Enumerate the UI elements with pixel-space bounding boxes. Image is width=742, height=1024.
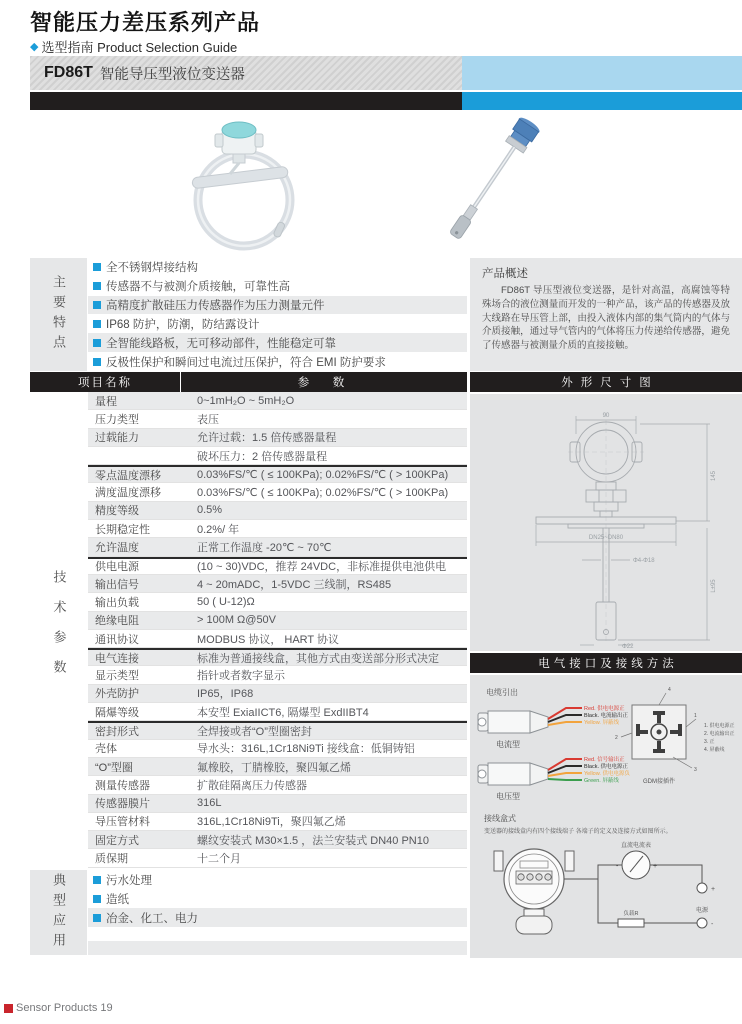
bullet-icon	[93, 301, 101, 309]
spec-name: “O”型圈	[95, 761, 133, 774]
overview-text: FD86T 导压型液位变送器，是针对高温，高腐蚀等特殊场合的液位测量而开发的一种产品，该产品的传感器及放大线路在导压管上部，由投入液体内部的集气筒内的气体与介质接触，通过导气管内的气体将压力传递给传感器，避免了传感器与被测量介质的直接接触。	[482, 285, 730, 352]
page-subtitle	[30, 37, 237, 56]
banner-blue-strip	[462, 92, 742, 110]
spec-row	[88, 795, 467, 813]
gdm-connector-drawing	[615, 687, 735, 785]
current-type-cable-drawing	[478, 704, 629, 749]
feature-item	[88, 277, 467, 296]
spec-name: 质保期	[95, 853, 128, 866]
spec-value: 全焊接或者“O”型圈密封	[197, 726, 312, 738]
spec-name: 过载能力	[95, 432, 139, 445]
electrical-section-bar: 电气接口及接线方法	[470, 653, 742, 673]
feature-text: 全智能线路板，无可移动部件，性能稳定可靠	[106, 337, 336, 350]
wire-label: Yellow. 屏蔽线	[584, 720, 619, 726]
spec-value: 表压	[197, 413, 219, 426]
voltage-type-caption: 电压型	[496, 792, 520, 801]
spec-value: > 100M Ω@50V	[197, 614, 277, 627]
dim-length-label: L±95	[711, 579, 717, 593]
voltage-type-cable-drawing	[478, 755, 630, 801]
spec-name: 压力类型	[95, 413, 139, 426]
spec-name: 绝缘电阻	[95, 615, 139, 628]
gdm-legend-line: 3. 正	[704, 739, 715, 745]
spec-row	[88, 630, 467, 648]
feature-item	[88, 258, 467, 277]
wire-label: Red. 信号输出正	[584, 757, 625, 763]
bullet-icon	[93, 895, 101, 903]
features-list	[88, 258, 467, 371]
feature-item	[88, 314, 467, 333]
spec-row	[88, 575, 467, 593]
spec-header-value: 参 数	[297, 377, 351, 389]
green-wire	[548, 779, 582, 780]
spec-row	[88, 447, 467, 465]
spec-value: (10 ~ 30)VDC，推荐 24VDC，非标准提供电池供电	[197, 561, 447, 574]
gdm-caption: GDM接插件	[643, 779, 675, 785]
power-minus: -	[711, 921, 714, 928]
model-code: FD86T	[44, 64, 93, 81]
bullet-icon	[93, 914, 101, 922]
wiring-diagrams	[470, 675, 742, 958]
spec-value: 扩散硅隔离压力传感器	[197, 779, 307, 792]
application-item	[88, 889, 467, 908]
spec-value: IP65，IP68	[197, 688, 254, 701]
spec-name: 长期稳定性	[95, 523, 150, 536]
spec-row	[88, 776, 467, 794]
dimension-section-bar: 外形尺寸图	[470, 372, 742, 392]
spec-row	[88, 740, 467, 758]
spacer	[88, 927, 467, 941]
feature-item	[88, 296, 467, 315]
bullet-icon	[93, 339, 101, 347]
spec-value: 316L,1Cr18Ni9Ti，聚四氟乙烯	[197, 816, 346, 829]
spec-value: 0.5%	[197, 504, 223, 517]
spec-row	[88, 685, 467, 703]
feature-text: 反极性保护和瞬间过电流过压保护，符合 EMI 防护要求	[106, 356, 386, 369]
cable-exit-label: 电缆引出	[486, 688, 518, 697]
spec-row	[88, 483, 467, 501]
gdm-legend-line: 1. 供电电源正	[704, 723, 735, 729]
ammeter-plus: +	[653, 863, 658, 870]
red-wire	[548, 759, 582, 770]
product-overview	[470, 258, 742, 371]
wire-label: Green. 屏蔽线	[584, 778, 619, 784]
transmitter-head	[215, 122, 263, 174]
spec-value: 本安型 ExiaIICT6, 隔爆型 ExdIIBT4	[197, 706, 369, 719]
dimension-panel	[470, 394, 742, 651]
spec-name: 通讯协议	[95, 633, 139, 646]
pin-number: 4	[668, 687, 671, 693]
spec-row	[88, 392, 467, 410]
spec-value: 正常工作温度 -20℃ ~ 70℃	[197, 542, 332, 555]
spec-table-header	[30, 372, 467, 392]
spec-row	[88, 502, 467, 520]
yellow-wire	[548, 773, 582, 776]
feature-item	[88, 352, 467, 371]
spec-name: 测量传感器	[95, 779, 150, 792]
spec-value: MODBUS 协议， HART 协议	[197, 633, 339, 646]
wire-label: Yellow. 供电电源负	[584, 771, 630, 777]
spec-value: 允许过载：1.5 倍传感器量程	[197, 432, 337, 445]
spec-name: 输出信号	[95, 578, 139, 591]
model-banner	[30, 56, 462, 90]
bullet-icon	[93, 876, 101, 884]
spec-row	[88, 538, 467, 556]
spec-row	[88, 593, 467, 611]
feature-item	[88, 333, 467, 352]
brand-square-icon	[4, 1004, 13, 1013]
feature-text: 传感器不与被测介质接触，可靠性高	[106, 281, 290, 294]
spec-row	[88, 429, 467, 447]
gray-strip	[88, 941, 467, 955]
application-item	[88, 908, 467, 927]
spec-value: 氟橡胶，丁腈橡胶，聚四氟乙烯	[197, 761, 351, 774]
power-label: 电源	[695, 908, 709, 914]
wire-label: Black. 供电电源正	[584, 764, 629, 770]
application-text: 造纸	[106, 893, 129, 906]
spec-value: 50 ( U-12)Ω	[197, 595, 255, 608]
applications-label-text: 典型应用	[51, 872, 66, 953]
spec-name: 隔爆等级	[95, 706, 139, 719]
dim-tube-label: Φ4-Φ18	[633, 558, 655, 564]
subtitle-text: 选型指南 Product Selection Guide	[41, 40, 238, 55]
spec-name: 传感器膜片	[95, 798, 150, 811]
spec-value: 十二个月	[197, 853, 241, 866]
spec-name: 量程	[95, 395, 117, 408]
diamond-icon: ◆	[30, 41, 39, 53]
tech-params-section-label	[30, 392, 88, 868]
application-item	[88, 870, 467, 889]
spec-name: 电气连接	[95, 652, 139, 665]
bullet-icon	[93, 320, 101, 328]
spec-row	[88, 758, 467, 776]
spec-name: 输出负载	[95, 596, 139, 609]
spec-value: 指针或者数字显示	[197, 670, 285, 683]
features-section-label	[30, 258, 87, 371]
dim-flange-label: DN25~DN80	[588, 535, 624, 541]
spec-name: 导压管材料	[95, 816, 150, 829]
wire-label: Red. 供电电源正	[584, 706, 625, 712]
yellow-wire	[548, 722, 582, 725]
spec-row	[88, 831, 467, 849]
application-text: 冶金、化工、电力	[106, 912, 198, 925]
spec-row	[88, 666, 467, 684]
spec-row	[88, 813, 467, 831]
dim-width-label: 90	[602, 413, 610, 419]
gdm-legend-line: 2. 电流输出正	[704, 731, 735, 737]
spec-header-name: 项目名称	[30, 372, 181, 392]
applications-section-label	[30, 870, 87, 955]
overview-title: 产品概述	[482, 268, 528, 280]
tech-params-label-text: 技术参数	[51, 570, 67, 690]
current-type-caption: 电流型	[496, 740, 520, 749]
spec-name: 显示类型	[95, 670, 139, 683]
applications-list	[88, 870, 467, 955]
spec-value: 0.03%FS/℃ ( ≤ 100KPa); 0.02%FS/℃ ( > 100KPa)	[197, 486, 449, 499]
spec-row	[88, 721, 467, 739]
page-title: 智能压力差压系列产品	[30, 10, 261, 35]
pin-number: 3	[694, 767, 697, 773]
spec-table	[88, 392, 467, 868]
spec-row	[88, 703, 467, 721]
spec-name: 固定方式	[95, 834, 139, 847]
feature-text: IP68 防护，防潮，防结露设计	[106, 318, 260, 331]
product-photo-cable-type	[160, 116, 330, 254]
spec-name: 允许温度	[95, 542, 139, 555]
spec-value: 标准为普通接线盒，其他方式由变送部分形式决定	[197, 652, 439, 665]
spec-value: 螺纹安装式 M30×1.5 ，法兰安装式 DN40 PN10	[197, 834, 429, 847]
spec-name: 满度温度漂移	[95, 487, 161, 500]
spec-name: 零点温度漂移	[95, 469, 161, 482]
bullet-icon	[93, 263, 101, 271]
spec-name: 精度等级	[95, 505, 139, 518]
spec-name: 壳体	[95, 743, 117, 756]
power-plus: +	[711, 886, 716, 893]
junction-box-drawing	[484, 813, 715, 934]
feature-text: 全不锈钢焊接结构	[106, 262, 198, 275]
wire-label: Black. 电流输出正	[584, 713, 629, 719]
page-footer	[4, 1002, 113, 1014]
banner-blue-block	[462, 56, 742, 90]
spec-value: 0~1mH₂O ~ 5mH₂O	[197, 394, 295, 407]
application-text: 污水处理	[106, 874, 152, 887]
spec-row	[88, 465, 467, 483]
product-photo-rod-type	[380, 112, 570, 255]
dim-probe-label: Φ22	[622, 644, 634, 650]
spec-value: 4 ~ 20mADC，1-5VDC 三线制，RS485	[197, 578, 392, 591]
feature-text: 高精度扩散硅压力传感器作为压力测量元件	[106, 300, 325, 313]
footer-text: Sensor Products 19	[16, 1002, 113, 1014]
spec-name: 外壳防护	[95, 688, 139, 701]
ammeter-label: 直流电流表	[620, 843, 652, 849]
spec-value: 0.03%FS/℃ ( ≤ 100KPa); 0.02%FS/℃ ( > 100KPa)	[197, 469, 449, 482]
spec-row	[88, 557, 467, 575]
spec-row	[88, 849, 467, 867]
spec-row	[88, 612, 467, 630]
dim-height-label: 145	[711, 470, 717, 482]
spec-value: 破坏压力：2 倍传感器量程	[197, 450, 328, 463]
gdm-legend-line: 4. 屏蔽线	[704, 747, 725, 753]
ammeter-minus: -	[616, 863, 619, 870]
spec-row	[88, 648, 467, 666]
spec-name: 供电电源	[95, 561, 139, 574]
spec-value: 316L	[197, 797, 222, 810]
dimension-drawing	[470, 394, 742, 651]
spec-row	[88, 520, 467, 538]
load-label: 负载R	[623, 911, 639, 917]
junction-desc: 变送器的接线盒内有四个接线端子 各端子的定义及连接方式如图所示。	[484, 829, 672, 835]
dimension-lines	[536, 416, 710, 645]
bullet-icon	[93, 358, 101, 366]
spec-name: 密封形式	[95, 726, 139, 738]
model-name: 智能导压型液位变送器	[99, 66, 245, 83]
red-wire	[548, 708, 582, 719]
spec-value: 导水头：316L,1Cr18Ni9Ti 接线盒：低铜铸铝	[197, 743, 415, 756]
spec-row	[88, 410, 467, 428]
electrical-panel	[470, 675, 742, 958]
junction-title: 接线盒式	[484, 814, 516, 823]
bullet-icon	[93, 282, 101, 290]
pin-number: 2	[615, 735, 618, 741]
features-label-text: 主要特点	[51, 274, 66, 355]
banner-black-strip	[30, 92, 462, 110]
pin-number: 1	[694, 713, 697, 719]
spec-value: 0.2%/ 年	[197, 523, 240, 536]
